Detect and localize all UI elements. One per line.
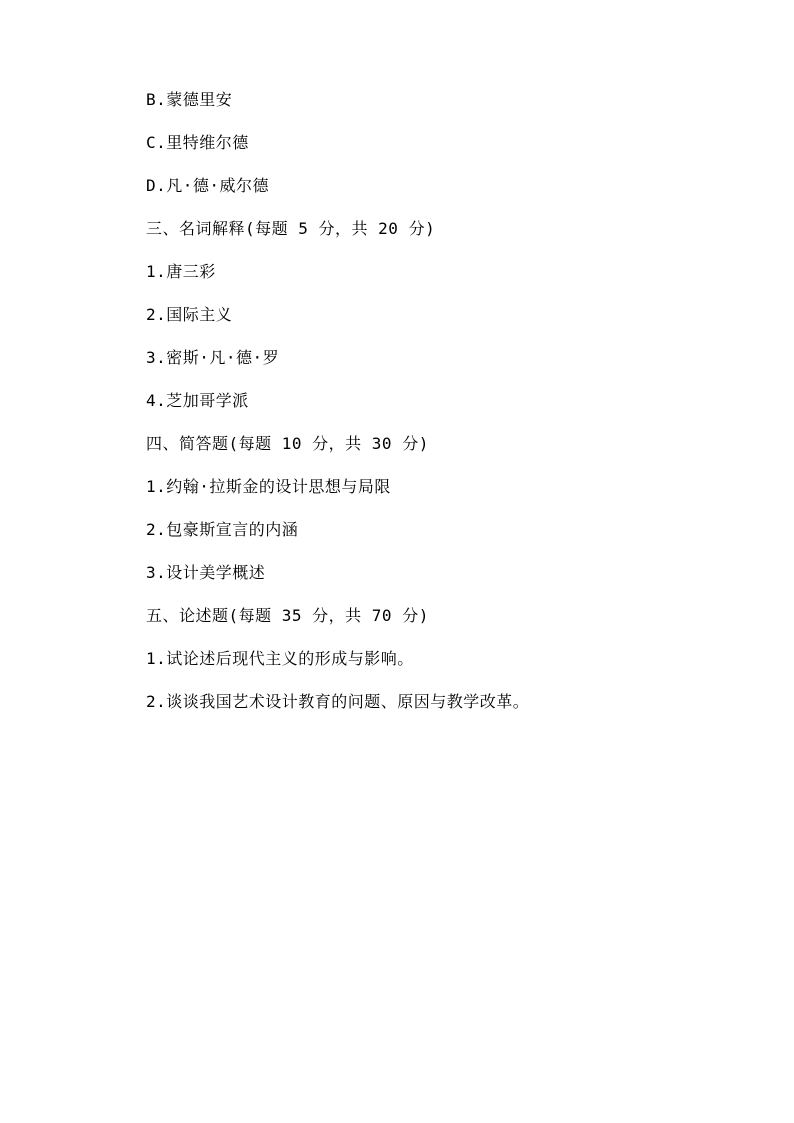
term-item-2: 2.国际主义 bbox=[146, 305, 233, 324]
section-heading-terms: 三、名词解释(每题 5 分，共 20 分) bbox=[146, 219, 436, 238]
short-answer-item-1: 1.约翰·拉斯金的设计思想与局限 bbox=[146, 477, 391, 496]
term-item-1: 1.唐三彩 bbox=[146, 262, 216, 281]
answer-option-c: C.里特维尔德 bbox=[146, 133, 249, 152]
term-item-4: 4.芝加哥学派 bbox=[146, 391, 249, 410]
answer-option-b: B.蒙德里安 bbox=[146, 90, 233, 109]
answer-option-d: D.凡·德·威尔德 bbox=[146, 176, 270, 195]
essay-item-2: 2.谈谈我国艺术设计教育的问题、原因与教学改革。 bbox=[146, 692, 530, 711]
essay-item-1: 1.试论述后现代主义的形成与影响。 bbox=[146, 649, 414, 668]
section-heading-short-answer: 四、简答题(每题 10 分，共 30 分) bbox=[146, 434, 429, 453]
short-answer-item-3: 3.设计美学概述 bbox=[146, 563, 266, 582]
short-answer-item-2: 2.包豪斯宣言的内涵 bbox=[146, 520, 299, 539]
section-heading-essay: 五、论述题(每题 35 分，共 70 分) bbox=[146, 606, 429, 625]
term-item-3: 3.密斯·凡·德·罗 bbox=[146, 348, 280, 367]
